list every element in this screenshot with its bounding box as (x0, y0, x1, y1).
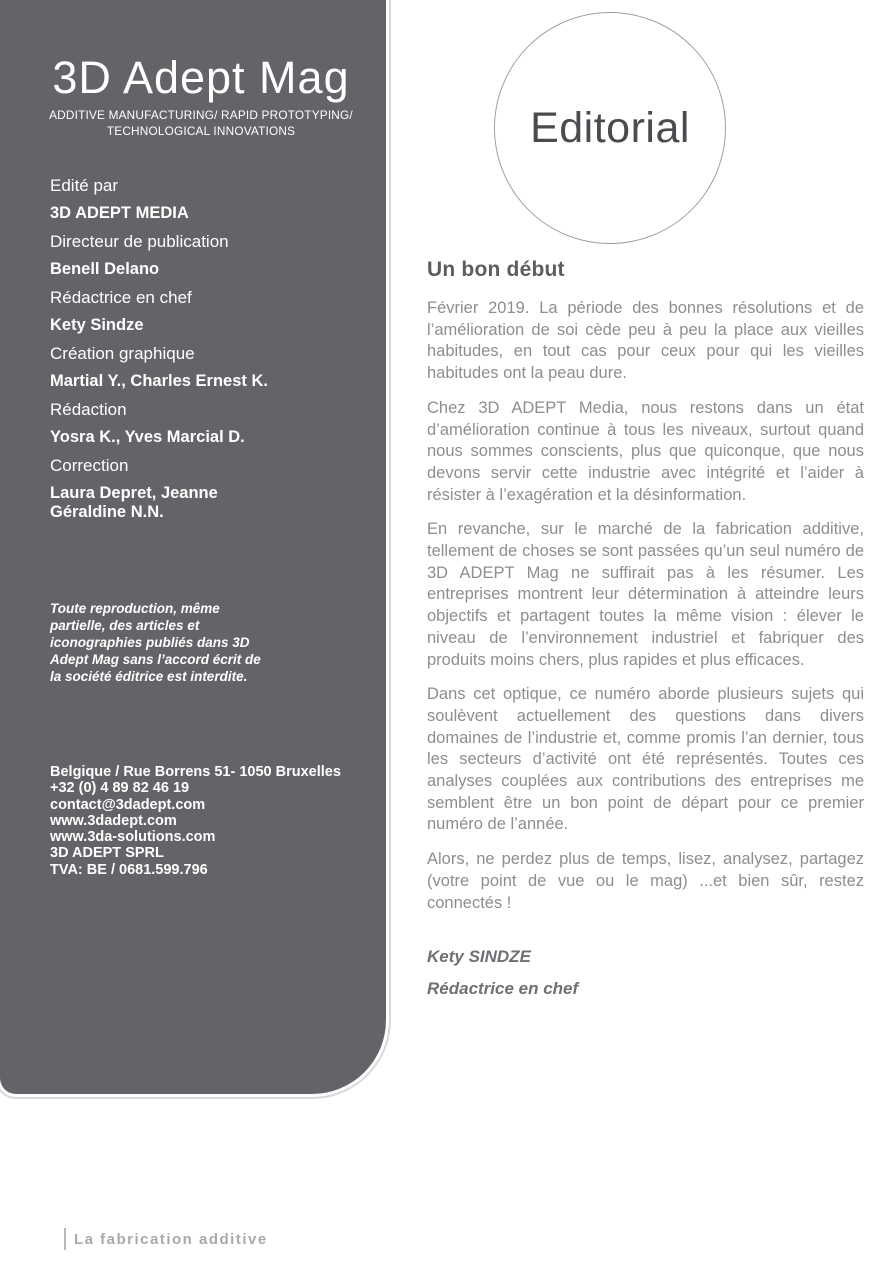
masthead-credit-line: Laura Depret, Jeanne Géraldine N.N. (50, 484, 218, 521)
masthead-credit-line: Création graphique (50, 344, 195, 363)
article-paragraph: Chez 3D ADEPT Media, nous restons dans un état d’amélioration continue à tous les niveaux, surtout quand nous sommes conscients, plus que quiconque, que nous devons servir cette industrie avec intégrité et l’aider à résister à l’exagération et la désinformation. (427, 398, 864, 504)
copyright-notice-line: la société éditrice est interdite. (50, 669, 248, 684)
publisher-contact-line: Belgique / Rue Borrens 51- 1050 Bruxelles (50, 764, 341, 780)
signature-name: Kety SINDZE (427, 947, 531, 967)
publisher-contact-line: www.3da-solutions.com (50, 829, 216, 846)
page-footer (64, 1228, 268, 1250)
copyright-notice-line: Toute reproduction, même (50, 601, 220, 616)
masthead-credit-line: Rédaction (50, 400, 127, 419)
footer-tagline: La fabrication additive (74, 1230, 268, 1248)
publisher-contact-line: www.3dadept.com (50, 812, 177, 829)
copyright-notice-line: iconographies publiés dans 3D (50, 635, 250, 650)
masthead-credit-line: Benell Delano (50, 260, 160, 278)
article-body (427, 298, 864, 914)
masthead-credits-list (50, 176, 360, 531)
article-paragraph: Dans cet optique, ce numéro aborde plusieurs sujets qui soulèvent actuellement des questions dans divers domaines de l’industrie et, comme promis l’an dernier, tous les secteurs d’activité ont été représentés. Toutes ces analyses couplées aux contributions des entreprises me semblent être un bon point de départ pour ce premier numéro de l’année. (427, 685, 864, 834)
article-paragraph: En revanche, sur le marché de la fabrication additive, tellement de choses se sont passées qu’un seul numéro de 3D ADEPT Mag ne suffirait pas à les résumer. Les entreprises montrent leur détermination à atteindre leurs objectifs et partagent toutes la même vision : élever le niveau de l’environnement industriel et fabriquer des produits moins chers, plus rapides et plus efficaces. (427, 520, 864, 669)
article-paragraph: Alors, ne perdez plus de temps, lisez, analysez, partagez (votre point de vue ou le mag) ...et bien sûr, restez connectés ! (427, 850, 864, 912)
masthead-credit-line: Correction (50, 456, 129, 475)
article-heading: Un bon début (427, 258, 565, 281)
copyright-notice-line: partielle, des articles et (50, 618, 200, 633)
masthead-credit-line: Martial Y., Charles Ernest K. (50, 372, 268, 390)
copyright-notice (50, 600, 330, 685)
article-signature (427, 947, 864, 999)
editorial-circle-badge (494, 12, 726, 244)
magazine-subtitle-line1: ADDITIVE MANUFACTURING/ RAPID PROTOTYPING/ (49, 108, 353, 122)
magazine-subtitle (38, 107, 364, 139)
magazine-logo-block (38, 54, 364, 139)
article-paragraph: Février 2019. La période des bonnes résolutions et de l’amélioration de soi cède peu à peu la place aux vieilles habitudes, en tout cas pour ceux pour qui les vieilles habitudes ont la peau dure. (427, 299, 864, 383)
editorial-badge-label: Editorial (530, 103, 690, 152)
publisher-contact-line: contact@3dadept.com (50, 796, 206, 813)
publisher-contact-line: TVA: BE / 0681.599.796 (50, 861, 208, 878)
signature-role: Rédactrice en chef (427, 979, 579, 999)
magazine-subtitle-line2: TECHNOLOGICAL INNOVATIONS (106, 124, 296, 138)
masthead-credit-line: Directeur de publication (50, 232, 229, 251)
editorial-article (427, 258, 864, 999)
publisher-contact-line: +32 (0) 4 89 82 46 19 (50, 780, 190, 797)
copyright-notice-line: Adept Mag sans l’accord écrit de (50, 652, 261, 667)
magazine-logo: 3D Adept Mag (52, 52, 350, 103)
sidebar-panel (0, 0, 386, 1094)
footer-accent-bar (64, 1228, 66, 1250)
masthead-credit-line: Edité par (50, 176, 119, 195)
masthead-credit-line: Rédactrice en chef (50, 288, 192, 307)
masthead-credit-line: 3D ADEPT MEDIA (50, 204, 189, 222)
masthead-credit-line: Kety Sindze (50, 316, 144, 334)
publisher-contact-info (50, 764, 370, 878)
publisher-contact-line: 3D ADEPT SPRL (50, 845, 164, 862)
masthead-credit-line: Yosra K., Yves Marcial D. (50, 428, 245, 446)
